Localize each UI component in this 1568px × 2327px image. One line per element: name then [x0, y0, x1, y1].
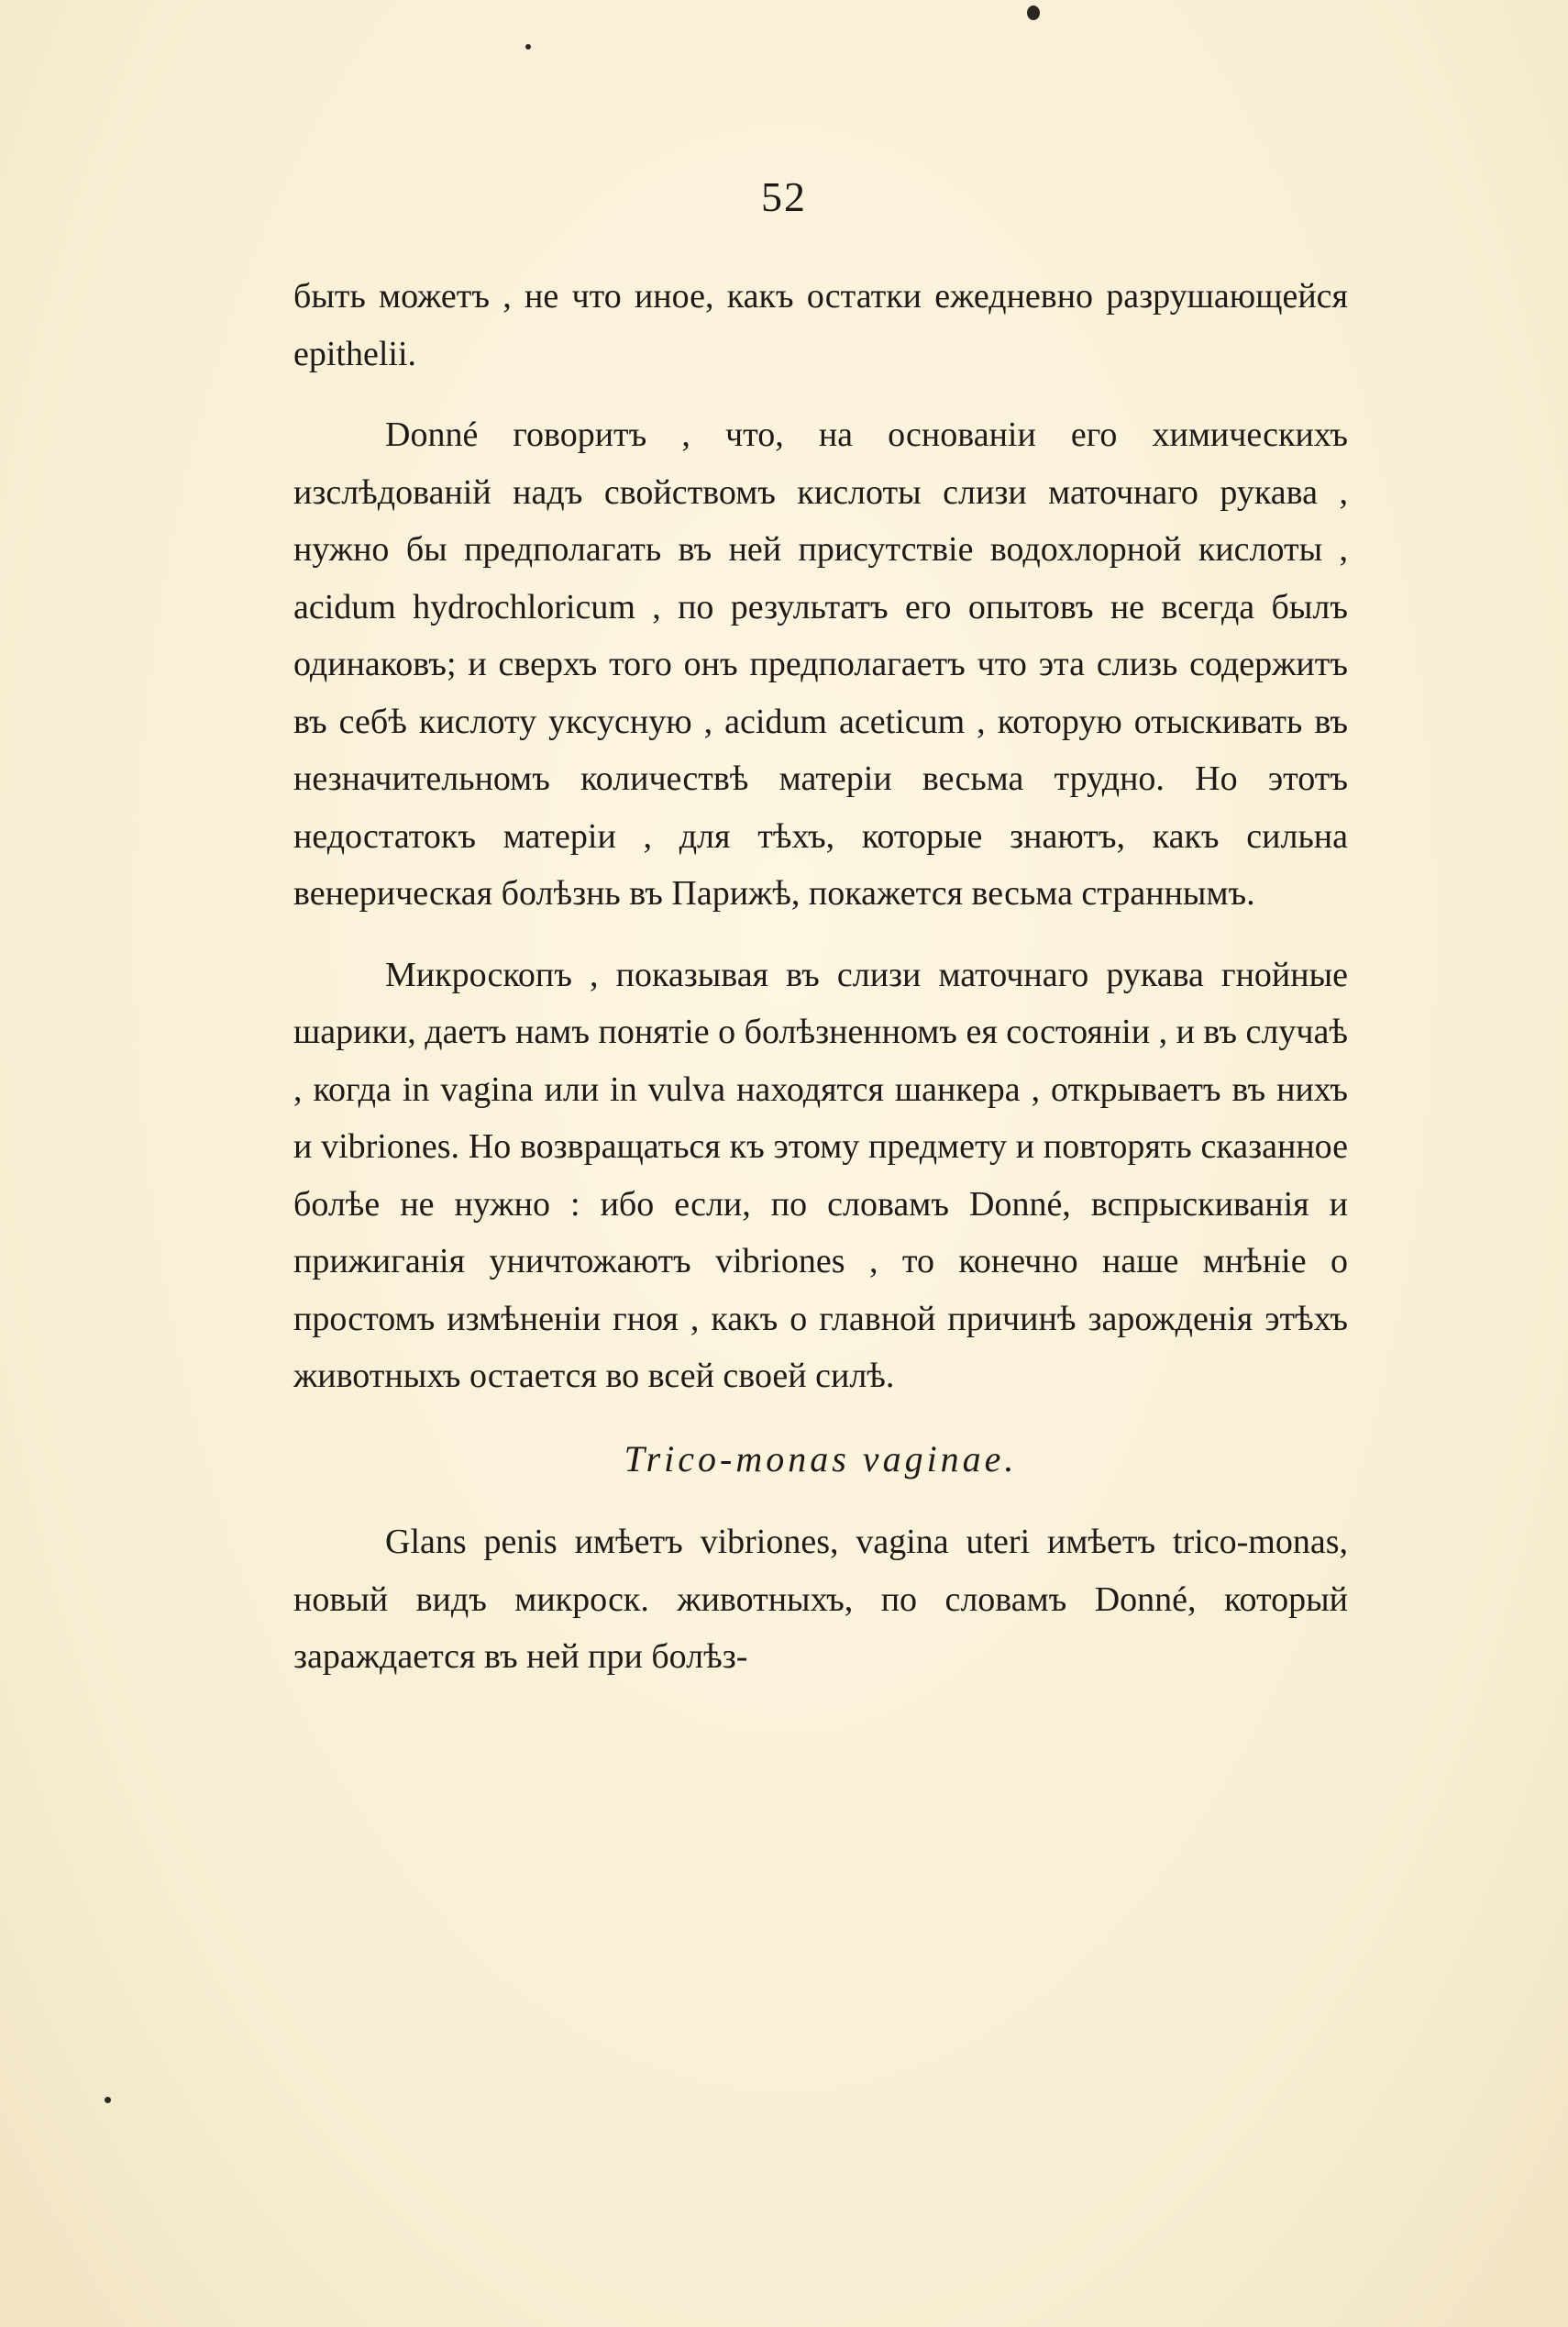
body-text: [293, 268, 1348, 1686]
paragraph-2: Donné говоритъ , что, на основаніи его химическихъ изслѣдованій надъ свойствомъ кислоты слизи маточнаго рукава , нужно бы предполагать въ ней присутствіе водохлорной кислоты , acidum hydrochloricum , по результатъ его опытовъ не всегда былъ одинаковъ; и сверхъ того онъ предполагаетъ что эта слизь содержитъ въ себѣ кислоту уксусную , acidum aceticum , которую отыскивать въ незначительномъ количествѣ матеріи весьма трудно. Но этотъ недостатокъ матеріи , для тѣхъ, которые знаютъ, какъ сильна венерическая болѣзнь въ Парижѣ, покажется весьма страннымъ.: [293, 416, 1348, 913]
paragraph-4: Glans penis имѣетъ vibriones, vagina uteri имѣетъ trico-monas, новый видъ микроск. животныхъ, по словамъ Donné, который зараждается въ ней при болѣз-: [293, 1523, 1348, 1676]
ink-speck: [525, 44, 531, 50]
section-title: Trico-monas vaginae.: [624, 1437, 1018, 1479]
page-number: 52: [761, 173, 807, 220]
ink-speck: [1027, 6, 1040, 20]
ink-speck: [105, 2097, 111, 2103]
paragraph-3: Микроскопъ , показывая въ слизи маточнаго рукава гнойные шарики, даетъ намъ понятіе о болѣзненномъ ея состояніи , и въ случаѣ , когда in vagina или in vulva находятся шанкера , открываетъ въ нихъ и vibriones. Но возвращаться къ этому предмету и повторять сказанное болѣе не нужно : ибо если, по словамъ Donné, вспрыскиванія и прижиганія уничтожаютъ vibriones , то конечно наше мнѣніе о простомъ измѣненіи гноя , какъ о главной причинѣ зарожденія этѣхъ животныхъ остается во всей своей силѣ.: [293, 955, 1348, 1395]
paragraph-1: быть можетъ , не что иное, какъ остатки ежедневно разрушающейся epithelii.: [293, 277, 1348, 373]
